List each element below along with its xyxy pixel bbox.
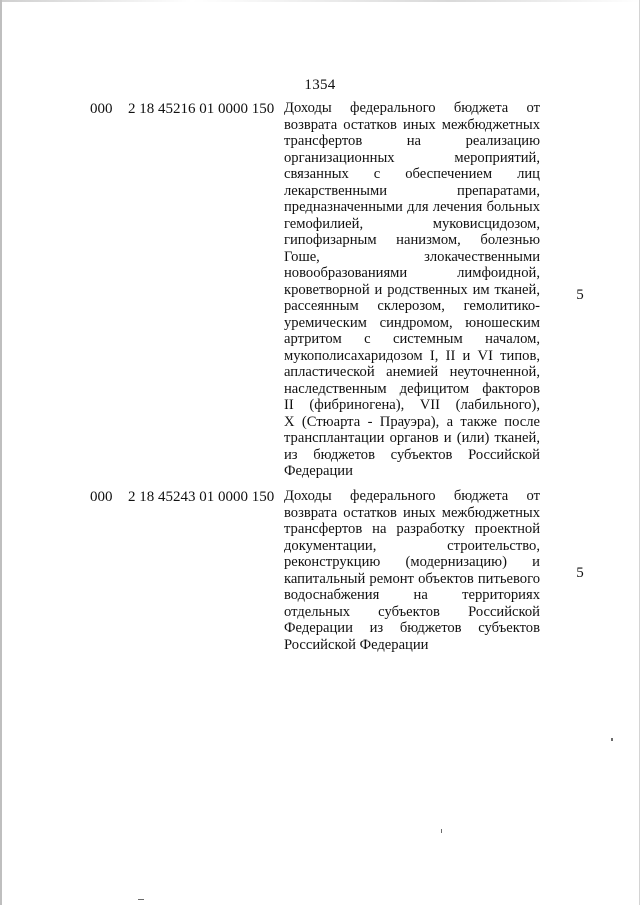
admin-code: 000 [90, 101, 113, 117]
description-line: реконструкцию (модернизацию) и [284, 554, 540, 570]
description-line: гипофизарным нанизмом, болезнью [284, 232, 540, 248]
description-line: капитальный ремонт объектов питьевого [284, 570, 540, 587]
description-line: кроветворной и родственных им тканей, [284, 281, 540, 298]
description-line: трансфертов на разработку проектной [284, 521, 540, 537]
description-line: документации, строительство, [284, 537, 540, 554]
description-line: трансплантации органов и (или) тканей, [284, 430, 540, 446]
description-line: артритом с системным началом, [284, 331, 540, 347]
description-line: трансфертов на реализацию [284, 133, 540, 149]
description-line: предназначенными для лечения больных [284, 199, 540, 215]
table-row [0, 488, 640, 658]
description-line: Доходы федерального бюджета от [284, 100, 540, 116]
value-cell: 5 [576, 565, 584, 581]
description-line: лекарственными препаратами, [284, 182, 540, 199]
description-line: уремическим синдромом, юношеским [284, 314, 540, 331]
budget-classification-code: 2 18 45243 01 0000 150 [128, 489, 275, 505]
description-line: возврата остатков иных межбюджетных [284, 116, 540, 133]
description-line: наследственным дефицитом факторов [284, 380, 540, 397]
description-line: водоснабжения на территориях [284, 587, 540, 603]
description-line: X (Стюарта - Прауэра), а также после [284, 413, 540, 430]
description-line: возврата остатков иных межбюджетных [284, 504, 540, 521]
scan-speck [138, 899, 144, 900]
description-line: Российской Федерации [284, 636, 429, 653]
description-line: отдельных субъектов Российской [284, 603, 540, 620]
description-line: Гоше, злокачественными [284, 248, 540, 265]
description-line: рассеянным склерозом, гемолитико- [284, 298, 540, 314]
description-line: апластической анемией неуточненной, [284, 364, 540, 380]
value-cell: 5 [576, 287, 584, 303]
description-line: мукополисахаридозом I, II и VI типов, [284, 347, 540, 364]
description-line: гемофилией, муковисцидозом, [284, 215, 540, 232]
page-number: 1354 [304, 77, 336, 93]
income-description [284, 100, 540, 480]
description-line: новообразованиями лимфоидной, [284, 265, 540, 281]
scan-speck [611, 738, 613, 741]
description-line: Доходы федерального бюджета от [284, 488, 540, 504]
scan-edge-top [0, 0, 640, 2]
description-line: Федерации из бюджетов субъектов [284, 620, 540, 636]
admin-code: 000 [90, 489, 113, 505]
description-line: II (фибриногена), VII (лабильного), [284, 397, 540, 413]
table-row [0, 100, 640, 485]
description-line: Федерации [284, 463, 353, 479]
scan-speck [441, 829, 442, 833]
budget-classification-code: 2 18 45216 01 0000 150 [128, 101, 275, 117]
income-description [284, 488, 540, 653]
description-line: из бюджетов субъектов Российской [284, 446, 540, 463]
description-line: организационных мероприятий, [284, 149, 540, 166]
description-line: связанных с обеспечением лиц [284, 166, 540, 182]
